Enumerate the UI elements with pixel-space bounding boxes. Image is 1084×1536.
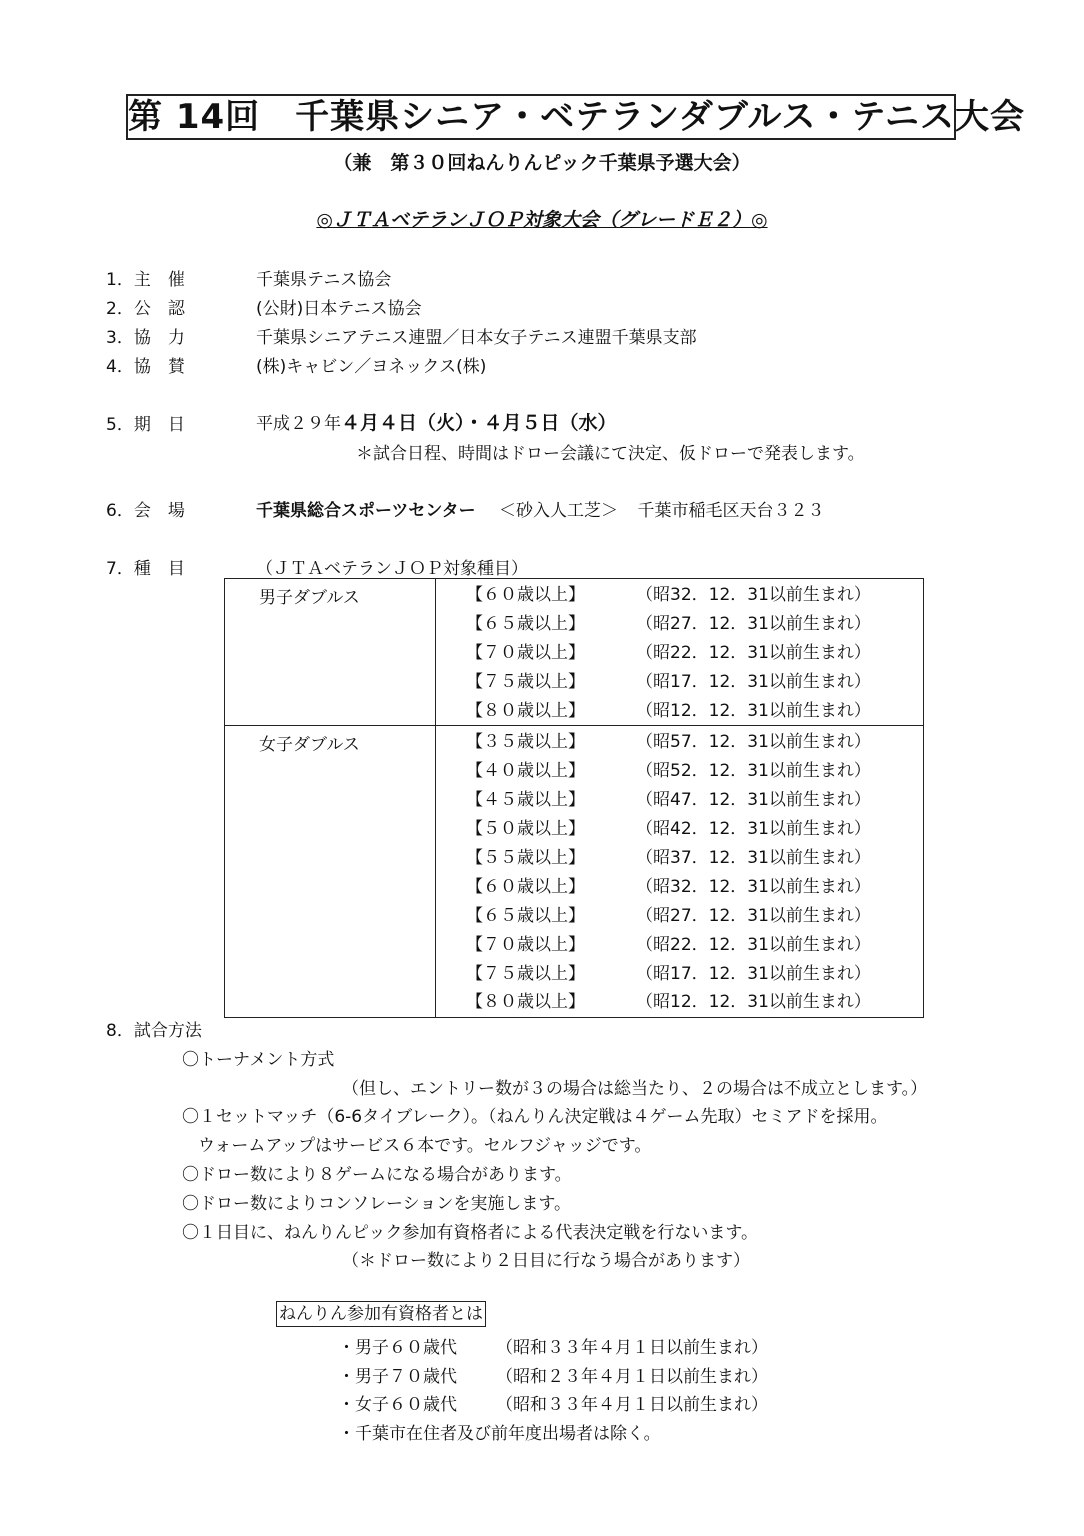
nenrin-exclusion: ・千葉市在住者及び前年度出場者は除く。: [338, 1424, 661, 1444]
age-class: 【４０歳以上】: [466, 761, 585, 782]
age-class: 【３５歳以上】: [466, 732, 585, 753]
nenrin-group: ・女子６０歳代: [338, 1395, 457, 1415]
age-row: [436, 697, 923, 726]
age-row: [436, 786, 923, 815]
age-class: 【７５歳以上】: [466, 671, 585, 692]
events-label: 7．種 目: [106, 559, 185, 579]
age-row: [436, 931, 923, 960]
host-label: 1．主 催: [106, 270, 185, 290]
age-class: 【７０歳以上】: [466, 642, 585, 663]
birth-cutoff: （昭32．12．31以前生まれ）: [636, 585, 871, 605]
date-label: 5．期 日: [106, 415, 185, 435]
age-row: [436, 988, 923, 1017]
date-year: 平成２９年: [256, 414, 341, 434]
women-category: 女子ダブルス: [225, 726, 436, 1018]
age-row: [436, 844, 923, 873]
age-class: 【６０歳以上】: [466, 876, 585, 897]
birth-cutoff: （昭12．12．31以前生まれ）: [636, 992, 871, 1013]
age-class: 【６５歳以上】: [466, 905, 585, 926]
method-line: ウォームアップはサービス６本です。セルフジャッジです。: [198, 1136, 652, 1156]
age-class: 【７５歳以上】: [466, 963, 585, 984]
age-row: [436, 639, 923, 668]
nenrin-heading: ねんりん参加有資格者とは: [276, 1301, 486, 1327]
jta-grade-line: ◎ＪＴＡベテランＪＯＰ対象大会（グレードＥ２）◎: [316, 209, 768, 231]
age-row: [436, 610, 923, 639]
age-class: 【６０歳以上】: [466, 585, 585, 605]
events-men-row: [225, 579, 924, 726]
venue-name: 千葉県総合スポーツセンター: [256, 501, 476, 521]
approval-value: (公財)日本テニス協会: [256, 299, 422, 319]
date-main: ４月４日（火）・４月５日（水）: [341, 412, 617, 434]
method-line: 〇ドロー数によりコンソレーションを実施します。: [182, 1194, 571, 1214]
venue-value: [256, 496, 824, 521]
venue-label: 6．会 場: [106, 501, 185, 521]
sponsor-value: (株)キャビン／ヨネックス(株): [256, 357, 487, 377]
age-row: [436, 873, 923, 902]
men-age-list: [436, 579, 923, 725]
cooperation-value: 千葉県シニアテニス連盟／日本女子テニス連盟千葉県支部: [256, 328, 697, 348]
host-value: 千葉県テニス協会: [256, 270, 392, 290]
age-row: [436, 815, 923, 844]
age-row: [436, 581, 923, 610]
method-line: （但し、エントリー数が３の場合は総当たり、２の場合は不成立とします。）: [342, 1079, 928, 1099]
events-note: （ＪＴＡベテランＪＯＰ対象種目）: [256, 559, 528, 579]
nenrin-born: （昭和３３年４月１日以前生まれ）: [496, 1395, 768, 1415]
events-women-row: [225, 726, 924, 1018]
birth-cutoff: （昭52．12．31以前生まれ）: [636, 761, 871, 782]
birth-cutoff: （昭27．12．31以前生まれ）: [636, 613, 871, 634]
venue-address: 千葉市稲毛区天台３２３: [637, 501, 825, 521]
birth-cutoff: （昭27．12．31以前生まれ）: [636, 905, 871, 926]
nenrin-born: （昭和３３年４月１日以前生まれ）: [496, 1338, 768, 1358]
cooperation-label: 3．協 力: [106, 328, 185, 348]
age-row: [436, 757, 923, 786]
birth-cutoff: （昭17．12．31以前生まれ）: [636, 963, 871, 984]
method-line: 〇ドロー数により８ゲームになる場合があります。: [182, 1165, 572, 1185]
nenrin-group: ・男子６０歳代: [338, 1338, 457, 1358]
method-line: 〇トーナメント方式: [182, 1050, 335, 1070]
date-note: ＊試合日程、時間はドロー会議にて決定、仮ドローで発表します。: [356, 444, 865, 464]
birth-cutoff: （昭12．12．31以前生まれ）: [636, 700, 871, 721]
women-age-list: [436, 726, 923, 1017]
venue-surface: ＜砂入人工芝＞: [499, 501, 619, 521]
subtitle: （兼 第３０回ねんりんピック千葉県予選大会）: [333, 152, 751, 174]
date-value: [256, 408, 617, 435]
birth-cutoff: （昭32．12．31以前生まれ）: [636, 876, 871, 897]
nenrin-born: （昭和２３年４月１日以前生まれ）: [496, 1367, 768, 1387]
age-class: 【７０歳以上】: [466, 934, 585, 955]
age-class: 【６５歳以上】: [466, 613, 585, 634]
age-class: 【８０歳以上】: [466, 700, 585, 721]
age-class: 【８０歳以上】: [466, 992, 585, 1013]
birth-cutoff: （昭42．12．31以前生まれ）: [636, 819, 871, 840]
nenrin-group: ・男子７０歳代: [338, 1367, 457, 1387]
birth-cutoff: （昭37．12．31以前生まれ）: [636, 848, 871, 869]
age-class: 【５０歳以上】: [466, 819, 585, 840]
age-row: [436, 668, 923, 697]
birth-cutoff: （昭22．12．31以前生まれ）: [636, 934, 871, 955]
age-class: 【５５歳以上】: [466, 848, 585, 869]
birth-cutoff: （昭17．12．31以前生まれ）: [636, 671, 871, 692]
method-line: 〇１日目に、ねんりんピック参加有資格者による代表決定戦を行ないます。: [182, 1223, 758, 1243]
birth-cutoff: （昭47．12．31以前生まれ）: [636, 790, 871, 811]
approval-label: 2．公 認: [106, 299, 185, 319]
men-category: 男子ダブルス: [225, 579, 436, 726]
events-table: [224, 578, 924, 1018]
method-label: 8．試合方法: [106, 1021, 202, 1041]
age-row: [436, 902, 923, 931]
method-line: （＊ドロー数により２日目に行なう場合があります）: [342, 1251, 750, 1271]
method-line: 〇１セットマッチ（6-6タイブレーク）。（ねんりん決定戦は４ゲーム先取）セミアドを採用。: [182, 1107, 888, 1127]
age-class: 【４５歳以上】: [466, 790, 585, 811]
birth-cutoff: （昭22．12．31以前生まれ）: [636, 642, 871, 663]
sponsor-label: 4．協 賛: [106, 357, 185, 377]
age-row: [436, 960, 923, 989]
age-row: [436, 728, 923, 757]
birth-cutoff: （昭57．12．31以前生まれ）: [636, 732, 871, 753]
page-title: 第 14回 千葉県シニア・ベテランダブルス・テニス大会: [126, 94, 956, 140]
